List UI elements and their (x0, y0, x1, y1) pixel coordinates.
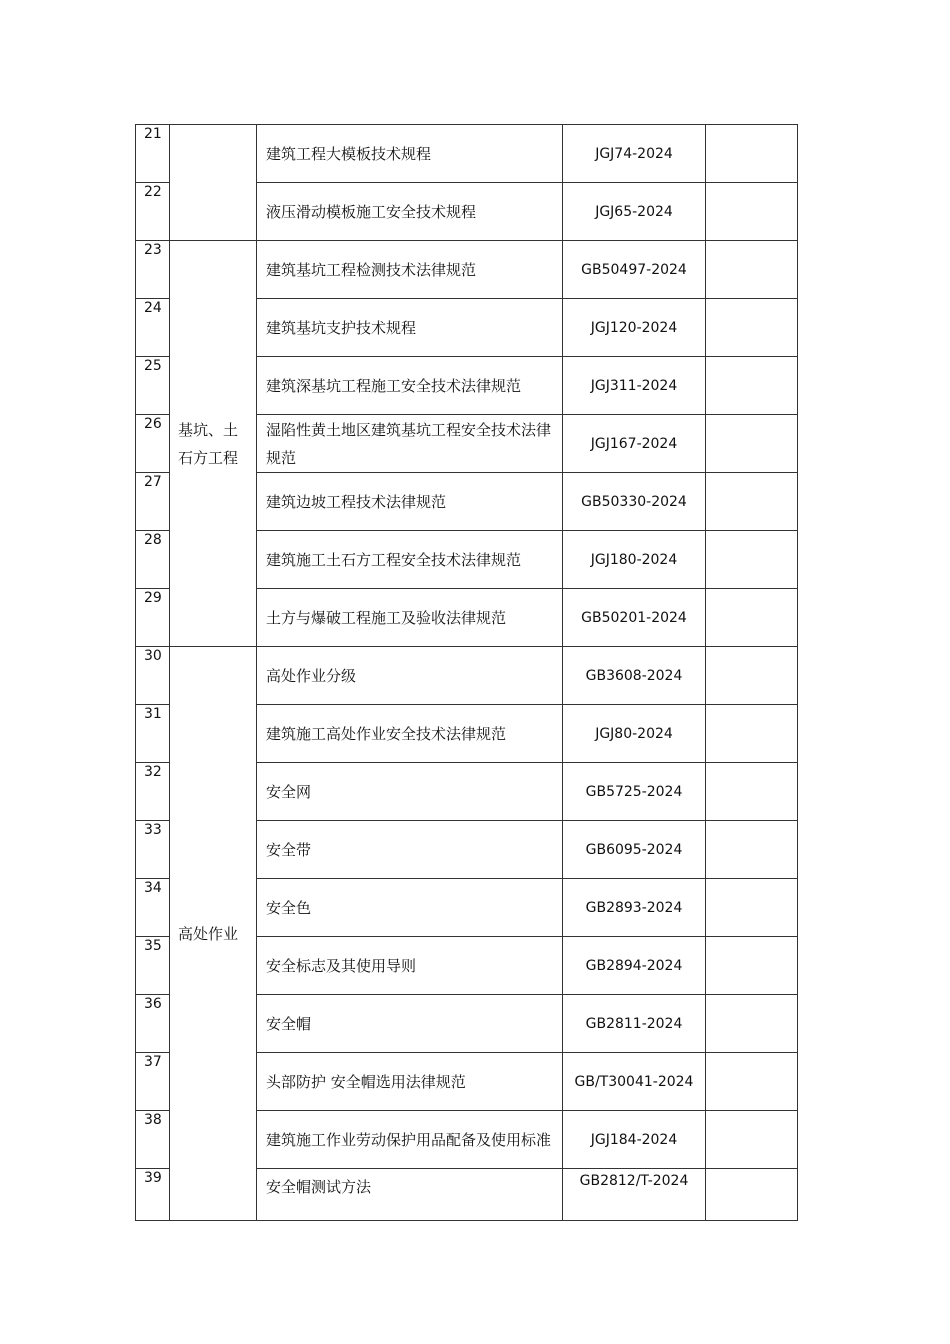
remark-cell (706, 1111, 798, 1169)
standard-code: GB5725-2024 (563, 763, 706, 821)
standard-name: 头部防护 安全帽选用法律规范 (257, 1053, 563, 1111)
remark-cell (706, 589, 798, 647)
remark-cell (706, 763, 798, 821)
standard-name: 建筑基坑支护技术规程 (257, 299, 563, 357)
table-row (136, 125, 798, 183)
standard-name: 安全标志及其使用导则 (257, 937, 563, 995)
standard-code: GB/T30041-2024 (563, 1053, 706, 1111)
remark-cell (706, 241, 798, 299)
category-cell: 高处作业 (170, 647, 257, 1221)
standard-code: GB3608-2024 (563, 647, 706, 705)
row-number: 30 (136, 647, 170, 705)
standards-table (135, 124, 798, 1221)
remark-cell (706, 183, 798, 241)
row-number: 22 (136, 183, 170, 241)
remark-cell (706, 995, 798, 1053)
row-number: 26 (136, 415, 170, 473)
standard-name: 建筑边坡工程技术法律规范 (257, 473, 563, 531)
remark-cell (706, 821, 798, 879)
standard-code: GB2893-2024 (563, 879, 706, 937)
standard-code: JGJ80-2024 (563, 705, 706, 763)
standard-name: 建筑施工作业劳动保护用品配备及使用标准 (257, 1111, 563, 1169)
standard-name: 液压滑动模板施工安全技术规程 (257, 183, 563, 241)
row-number: 34 (136, 879, 170, 937)
standard-code: JGJ120-2024 (563, 299, 706, 357)
standard-code: GB50330-2024 (563, 473, 706, 531)
standard-code: JGJ65-2024 (563, 183, 706, 241)
standard-code: JGJ184-2024 (563, 1111, 706, 1169)
row-number: 23 (136, 241, 170, 299)
remark-cell (706, 299, 798, 357)
standard-name: 安全色 (257, 879, 563, 937)
standard-name: 土方与爆破工程施工及验收法律规范 (257, 589, 563, 647)
remark-cell (706, 705, 798, 763)
standards-table-body (136, 125, 798, 1221)
standard-name: 建筑深基坑工程施工安全技术法律规范 (257, 357, 563, 415)
remark-cell (706, 1169, 798, 1221)
remark-cell (706, 879, 798, 937)
standard-name: 建筑工程大模板技术规程 (257, 125, 563, 183)
standard-name: 湿陷性黄土地区建筑基坑工程安全技术法律规范 (257, 415, 563, 473)
remark-cell (706, 647, 798, 705)
remark-cell (706, 473, 798, 531)
standard-name: 建筑施工高处作业安全技术法律规范 (257, 705, 563, 763)
row-number: 39 (136, 1169, 170, 1221)
remark-cell (706, 125, 798, 183)
row-number: 27 (136, 473, 170, 531)
standard-code: GB6095-2024 (563, 821, 706, 879)
row-number: 37 (136, 1053, 170, 1111)
row-number: 28 (136, 531, 170, 589)
standard-code: JGJ180-2024 (563, 531, 706, 589)
row-number: 21 (136, 125, 170, 183)
row-number: 33 (136, 821, 170, 879)
standard-code: GB50497-2024 (563, 241, 706, 299)
row-number: 32 (136, 763, 170, 821)
standard-code: GB2894-2024 (563, 937, 706, 995)
row-number: 24 (136, 299, 170, 357)
standard-name: 安全帽 (257, 995, 563, 1053)
standard-code: GB2811-2024 (563, 995, 706, 1053)
standard-code: JGJ311-2024 (563, 357, 706, 415)
table-row (136, 647, 798, 705)
remark-cell (706, 357, 798, 415)
row-number: 25 (136, 357, 170, 415)
remark-cell (706, 937, 798, 995)
standard-name: 高处作业分级 (257, 647, 563, 705)
remark-cell (706, 531, 798, 589)
category-cell: 基坑、土石方工程 (170, 241, 257, 647)
standard-code: GB50201-2024 (563, 589, 706, 647)
standard-name: 安全网 (257, 763, 563, 821)
row-number: 38 (136, 1111, 170, 1169)
remark-cell (706, 1053, 798, 1111)
standard-name: 建筑基坑工程检测技术法律规范 (257, 241, 563, 299)
row-number: 36 (136, 995, 170, 1053)
standard-code: JGJ74-2024 (563, 125, 706, 183)
standard-name: 安全帽测试方法 (257, 1169, 563, 1221)
standard-name: 安全带 (257, 821, 563, 879)
row-number: 31 (136, 705, 170, 763)
standard-code: JGJ167-2024 (563, 415, 706, 473)
remark-cell (706, 415, 798, 473)
category-cell (170, 125, 257, 241)
standard-name: 建筑施工土石方工程安全技术法律规范 (257, 531, 563, 589)
standard-code: GB2812/T-2024 (563, 1169, 706, 1221)
row-number: 29 (136, 589, 170, 647)
table-row (136, 241, 798, 299)
row-number: 35 (136, 937, 170, 995)
